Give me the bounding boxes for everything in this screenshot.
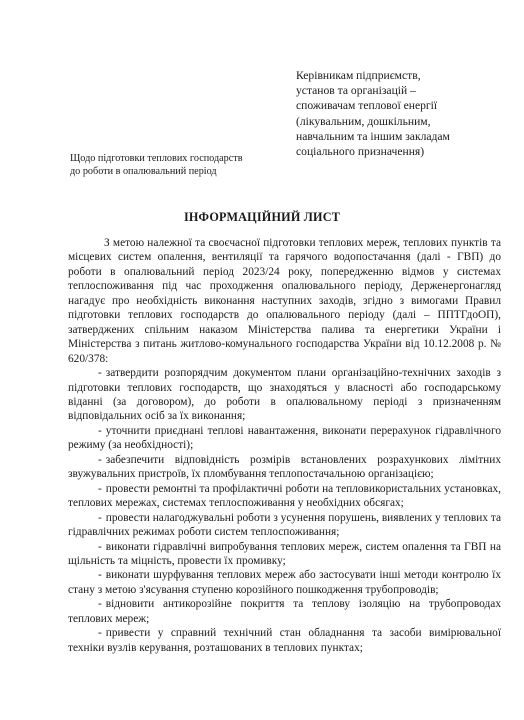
list-item-text: уточнити приєднані теплові навантаження, виконати перерахунок гідравлічного режиму (за необхідності); bbox=[68, 424, 501, 452]
list-dash: - bbox=[98, 627, 102, 640]
intro-paragraph: З метою належної та своєчасної підготовки теплових мереж, теплових пунктів та місцевих систем опалення, вентиляції та гарячого водопостачання (далі - ГВП) до роботи в опалювальний період 2023/24 року, попередженню відмов у системах теплоспоживання під час проходження опалювального періоду, Держенергонагляд нагадує про необхідність виконання наступних заходів, згідно з вимогами Правил підготовки теплових господарств до опалювального періоду (далі – ППТГдоОП), затверджених спільним наказом Міністерства палива та енергетики України і Міністерства з питань житлово-комунального господарства України від 10.12.2008 р. № 620/378: bbox=[68, 237, 501, 365]
list-item bbox=[68, 453, 501, 482]
list-item-text: виконати гідравлічні випробування теплових мереж, систем опалення та ГВП на щільність та міцність, провести їх промивку; bbox=[68, 540, 501, 567]
addressee-line: установ та організацій – bbox=[296, 84, 416, 98]
list-dash: - bbox=[98, 453, 102, 466]
list-item bbox=[68, 626, 501, 655]
list-dash: - bbox=[98, 511, 102, 524]
list-dash: - bbox=[98, 598, 102, 611]
list-item-text: провести ремонтні та профілактичні роботи на тепловикористальних установках, теплових мережах, системах теплоспоживання у необхідних обсягах; bbox=[68, 482, 501, 510]
list-item bbox=[68, 482, 501, 511]
subject-line: Щодо підготовки теплових господарств bbox=[70, 153, 243, 164]
addressee-block bbox=[296, 68, 516, 159]
list-item-text: провести налагоджувальні роботи з усунення порушень, виявлених у теплових та гідравлічних режимах роботи систем теплоспоживання; bbox=[68, 511, 501, 539]
addressee-line: споживачам теплової енергії bbox=[296, 99, 438, 113]
document-title: ІНФОРМАЦІЙНИЙ ЛИСТ bbox=[183, 210, 341, 224]
list-dash: - bbox=[98, 482, 102, 495]
list-item-text: забезпечити відповідність розмірів встановлених розрахункових лімітних звужувальних пристроїв, їх пломбування теплопостачальною організацією; bbox=[68, 453, 501, 481]
list-dash: - bbox=[98, 367, 102, 380]
list-item-text: привести у справний технічний стан обладнання та засоби вимірювальної техніки вузлів керування, розташованих в теплових пунктах; bbox=[68, 627, 501, 654]
letter-body bbox=[68, 236, 501, 655]
subject-line: до роботи в опалювальний період bbox=[70, 166, 217, 177]
list-dash: - bbox=[98, 540, 102, 553]
list-item bbox=[68, 597, 501, 626]
list-item bbox=[68, 511, 501, 540]
addressee-line: Керівникам підприємств, bbox=[296, 69, 421, 82]
list-item bbox=[68, 424, 501, 453]
list-item-text: відновити антикорозійне покриття та теплову ізоляцію на трубопроводах теплових мереж; bbox=[68, 598, 501, 625]
list-dash: - bbox=[98, 424, 102, 437]
list-item bbox=[68, 540, 501, 569]
addressee-line: соціального призначення) bbox=[296, 145, 425, 159]
list-item-text: виконати шурфування теплових мереж або застосувати інші методи контролю їх стану з метою з'ясування ступеню корозійного пошкодження трубопроводів; bbox=[68, 569, 501, 596]
subject-block bbox=[70, 152, 290, 178]
list-item-text: затвердити розпорядчим документом плани організаційно-технічних заходів з підготовки теплових господарств, що знаходяться у власності або господарському віданні (за договором), до роботи в опалювальному періоді з призначенням відповідальних осіб за їх виконання; bbox=[68, 367, 501, 423]
list-item bbox=[68, 568, 501, 597]
addressee-line: (лікувальним, дошкільним, bbox=[296, 114, 431, 128]
list-dash: - bbox=[98, 569, 102, 582]
addressee-line: навчальним та іншим закладам bbox=[296, 129, 450, 143]
list-item bbox=[68, 366, 501, 424]
